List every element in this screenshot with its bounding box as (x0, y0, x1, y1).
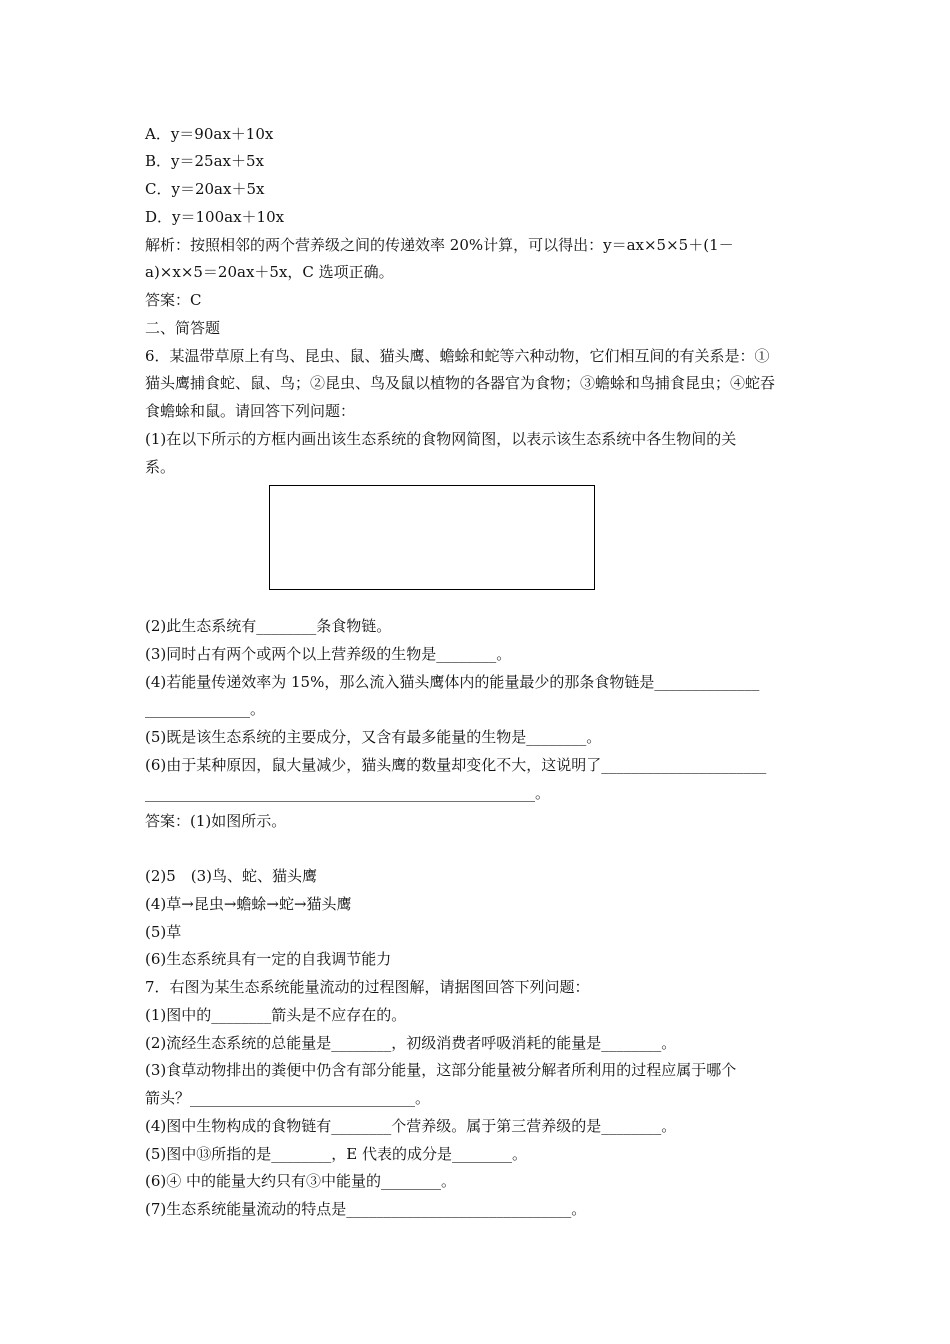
q6-part6-line-2: ____________________________________________________。 (145, 784, 551, 802)
option-d: D．y＝100ax＋10x (145, 208, 285, 226)
section-heading: 二、简答题 (145, 319, 221, 337)
q7-part3-line-2: 箭头？______________________________。 (145, 1089, 431, 1107)
food-web-drawing-box (269, 485, 595, 590)
q6-answer-3: (4)草→昆虫→蟾蜍→蛇→猫头鹰 (145, 895, 352, 913)
q7-part4: (4)图中生物构成的食物链有________个营养级。属于第三营养级的是________。 (145, 1117, 677, 1135)
q7-part5: (5)图中⑬所指的是________，E 代表的成分是________。 (145, 1145, 527, 1163)
q6-part4-line-1: (4)若能量传递效率为 15%，那么流入猫头鹰体内的能量最少的那条食物链是______________ (145, 673, 760, 691)
q7-part2: (2)流经生态系统的总能量是________，初级消费者呼吸消耗的能量是________。 (145, 1034, 677, 1052)
q7-part3-line-1: (3)食草动物排出的粪便中仍含有部分能量，这部分能量被分解者所利用的过程应属于哪个 (145, 1061, 737, 1079)
q6-part6-line-1: (6)由于某种原因，鼠大量减少，猫头鹰的数量却变化不大，这说明了______________________ (145, 756, 767, 774)
answer-5: 答案：C (145, 291, 202, 309)
analysis-line-2: a)×x×5＝20ax＋5x，C 选项正确。 (145, 263, 394, 281)
q6-answer-2: (2)5 (3)鸟、蛇、猫头鹰 (145, 867, 318, 885)
q6-part4-line-2: ______________。 (145, 700, 266, 718)
q6-part1-line-1: (1)在以下所示的方框内画出该生态系统的食物网简图，以表示该生态系统中各生物间的关 (145, 430, 737, 448)
q6-stem-line-1: 6．某温带草原上有鸟、昆虫、鼠、猫头鹰、蟾蜍和蛇等六种动物，它们相互间的有关系是：① (145, 347, 770, 365)
q6-part5: (5)既是该生态系统的主要成分，又含有最多能量的生物是________。 (145, 728, 602, 746)
q6-answer-1: 答案：(1)如图所示。 (145, 812, 287, 830)
q6-part3: (3)同时占有两个或两个以上营养级的生物是________。 (145, 645, 512, 663)
q6-part1-line-2: 系。 (145, 458, 176, 476)
q7-part7: (7)生态系统能量流动的特点是______________________________。 (145, 1200, 587, 1218)
q7-part6: (6)④ 中的能量大约只有③中能量的________。 (145, 1172, 457, 1190)
q6-answer-4: (5)草 (145, 923, 182, 941)
q6-stem-line-3: 食蟾蜍和鼠。请回答下列问题： (145, 402, 356, 420)
q6-answer-5: (6)生态系统具有一定的自我调节能力 (145, 950, 392, 968)
option-c: C．y＝20ax＋5x (145, 180, 265, 198)
q7-stem: 7．右图为某生态系统能量流动的过程图解，请据图回答下列问题： (145, 978, 590, 996)
option-b: B．y＝25ax＋5x (145, 152, 264, 170)
analysis-line-1: 解析：按照相邻的两个营养级之间的传递效率 20%计算，可以得出：y＝ax×5×5＋(1－ (145, 236, 734, 254)
q7-part1: (1)图中的________箭头是不应存在的。 (145, 1006, 407, 1024)
q6-stem-line-2: 猫头鹰捕食蛇、鼠、鸟；②昆虫、鸟及鼠以植物的各器官为食物；③蟾蜍和鸟捕食昆虫；④蛇吞 (145, 374, 776, 392)
q6-part2: (2)此生态系统有________条食物链。 (145, 617, 392, 635)
option-a: A．y＝90ax＋10x (145, 125, 274, 143)
